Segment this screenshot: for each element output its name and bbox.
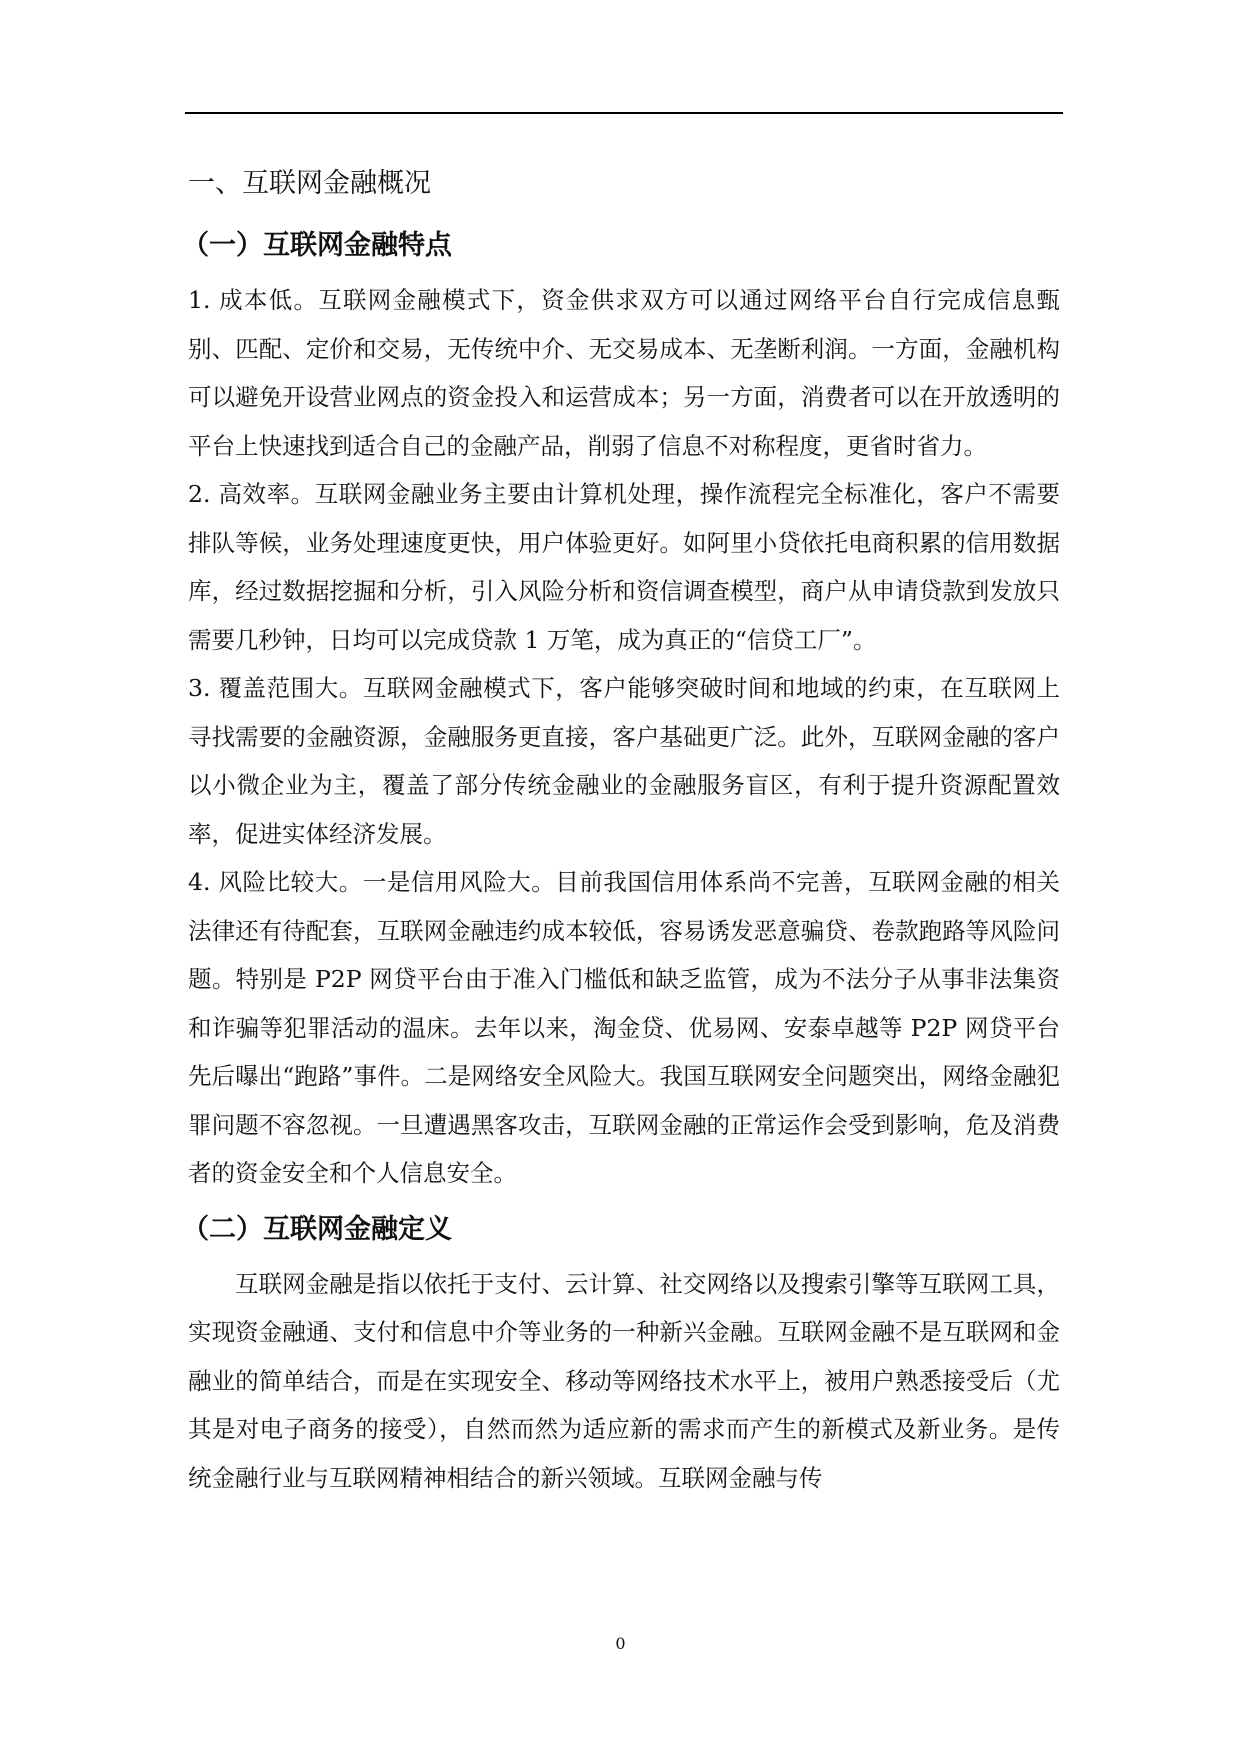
point-high-risk: 4. 风险比较大。一是信用风险大。目前我国信用体系尚不完善，互联网金融的相关法律还有待配套，互联网金融违约成本较低，容易诱发恶意骗贷、卷款跑路等风险问题。特别是 P2P 网贷平台由于准入门槛低和缺乏监管，成为不法分子从事非法集资和诈骗等犯罪活动的温床。去年以来，淘金贷、优易网、安泰卓越等 P2P 网贷平台先后曝出“跑路”事件。二是网络安全风险大。我国互联网安全问题突出，网络金融犯罪问题不容忽视。一旦遭遇黑客攻击，互联网金融的正常运作会受到影响，危及消费者的资金安全和个人信息安全。 bbox=[188, 868, 1060, 1187]
subsection-title-definition: （二）互联网金融定义 bbox=[182, 1213, 452, 1245]
header-rule bbox=[185, 112, 1063, 114]
point-low-cost: 1. 成本低。互联网金融模式下，资金供求双方可以通过网络平台自行完成信息甄别、匹配、定价和交易，无传统中介、无交易成本、无垄断利润。一方面，金融机构可以避免开设营业网点的资金投入和运营成本；另一方面，消费者可以在开放透明的平台上快速找到适合自己的金融产品，削弱了信息不对称程度，更省时省力。 bbox=[188, 286, 1060, 460]
document-body bbox=[182, 150, 1060, 1502]
page-number: 0 bbox=[615, 1634, 626, 1653]
definition-paragraph: 互联网金融是指以依托于支付、云计算、社交网络以及搜索引擎等互联网工具，实现资金融通、支付和信息中介等业务的一种新兴金融。互联网金融不是互联网和金融业的简单结合，而是在实现安全、移动等网络技术水平上，被用户熟悉接受后（尤其是对电子商务的接受），自然而然为适应新的需求而产生的新模式及新业务。是传统金融行业与互联网精神相结合的新兴领域。互联网金融与传 bbox=[188, 1269, 1060, 1492]
point-high-efficiency: 2. 高效率。互联网金融业务主要由计算机处理，操作流程完全标准化，客户不需要排队等候，业务处理速度更快，用户体验更好。如阿里小贷依托电商积累的信用数据库，经过数据挖掘和分析，引入风险分析和资信调查模型，商户从申请贷款到发放只需要几秒钟，日均可以完成贷款 1 万笔，成为真正的“信贷工厂”。 bbox=[188, 480, 1060, 654]
section-title: 一、互联网金融概况 bbox=[188, 168, 431, 199]
subsection-title-features: （一）互联网金融特点 bbox=[182, 230, 452, 261]
point-wide-coverage: 3. 覆盖范围大。互联网金融模式下，客户能够突破时间和地域的约束，在互联网上寻找需要的金融资源，金融服务更直接，客户基础更广泛。此外，互联网金融的客户以小微企业为主，覆盖了部分传统金融业的金融服务盲区，有利于提升资源配置效率，促进实体经济发展。 bbox=[188, 674, 1060, 848]
